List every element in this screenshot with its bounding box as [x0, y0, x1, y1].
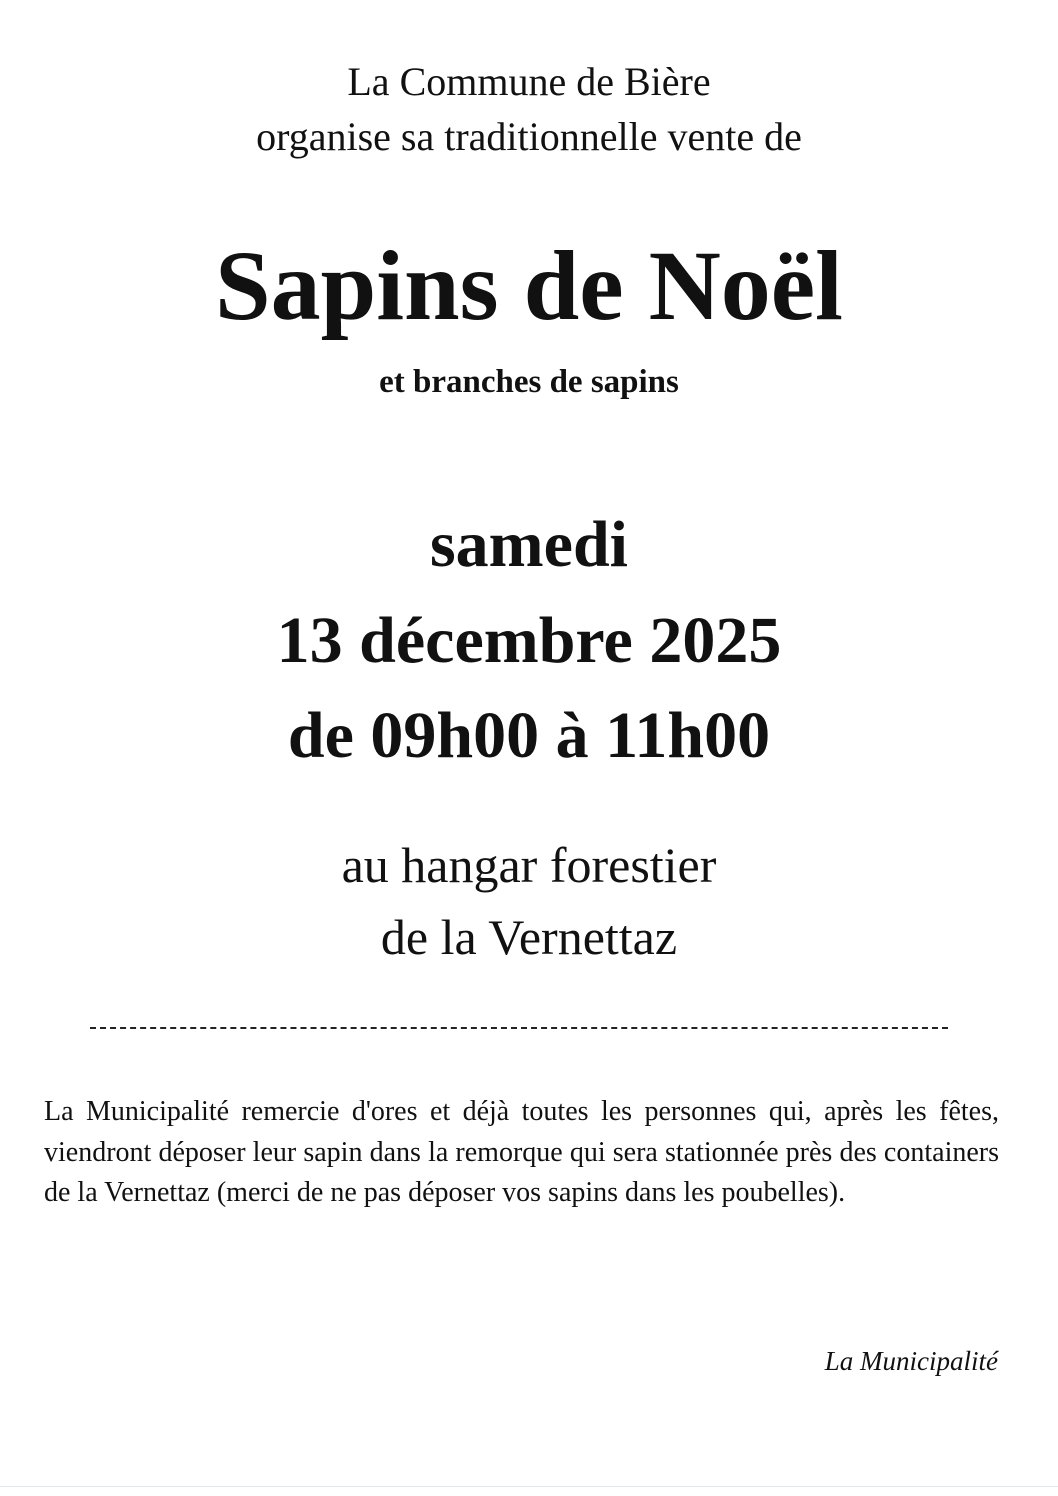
signature: La Municipalité — [824, 1346, 998, 1376]
location-line-1: au hangar forestier — [341, 837, 717, 893]
dashed-separator — [90, 1027, 948, 1029]
event-day: samedi — [430, 508, 628, 581]
page-title: Sapins de Noël — [215, 230, 843, 341]
intro-text: organise sa traditionnelle vente de — [256, 114, 802, 159]
location-line-2: de la Vernettaz — [380, 909, 678, 965]
commune-name: La Commune de Bière — [347, 59, 711, 104]
page-edge — [0, 1486, 1058, 1487]
notice-paragraph: La Municipalité remercie d'ores et déjà toutes les personnes qui, après les fêtes, viendront déposer leur sapin dans la remorque qui sera stationnée près des containers de la Vernettaz (merci de ne pas déposer vos sapins dans les poubelles). — [44, 1096, 999, 1208]
event-date: 13 décembre 2025 — [276, 604, 782, 677]
subtitle: et branches de sapins — [379, 364, 679, 400]
event-time: de 09h00 à 11h00 — [287, 699, 771, 772]
